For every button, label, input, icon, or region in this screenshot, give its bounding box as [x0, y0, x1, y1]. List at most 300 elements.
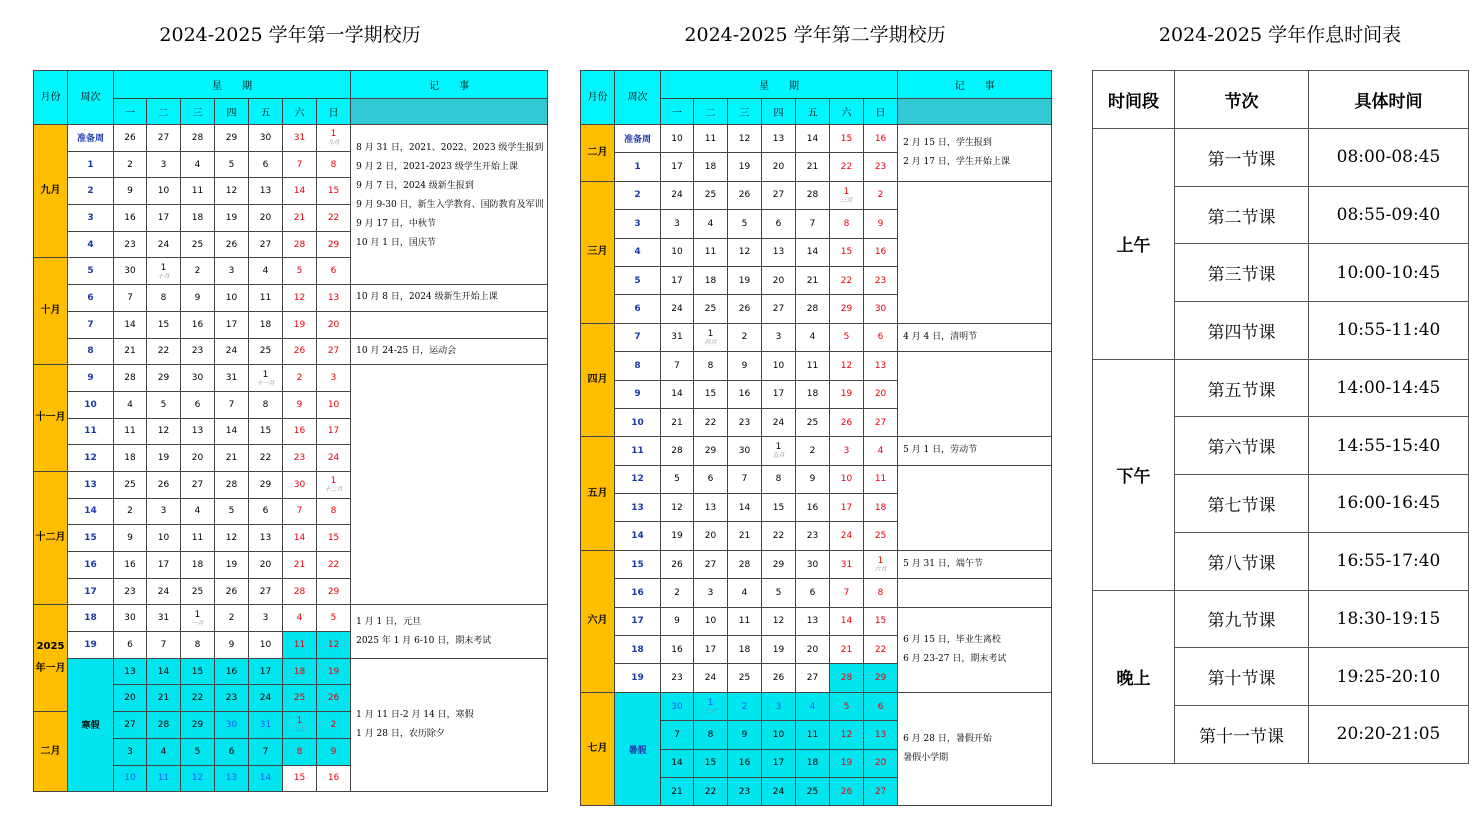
day-cell: 7 [661, 721, 694, 749]
day-cell: 3 [249, 605, 283, 632]
day-cell: 12 [830, 721, 864, 749]
class-time: 10:55-11:40 [1309, 302, 1469, 360]
week-number: 14 [615, 522, 661, 550]
calendar-row [581, 579, 1052, 607]
week-number: 2 [615, 181, 661, 209]
notes-cell: 4 月 4 日，清明节 [898, 323, 1052, 351]
day-cell: 20 [181, 445, 215, 472]
day-cell: 20 [114, 685, 147, 712]
calendar-row [581, 692, 1052, 720]
day-cell [249, 365, 283, 392]
day-cell: 12 [728, 125, 762, 153]
month-marker: 九月 [327, 139, 340, 147]
week-number: 14 [68, 498, 114, 525]
day-cell: 26 [830, 777, 864, 805]
day-cell: 30 [249, 125, 283, 152]
day-cell: 28 [728, 550, 762, 578]
day-cell: 29 [830, 295, 864, 323]
day-cell: 24 [762, 408, 796, 436]
month-marker: 三月 [840, 196, 853, 204]
day-cell: 27 [114, 712, 147, 739]
week-number: 19 [68, 632, 114, 659]
day-cell: 16 [796, 494, 830, 522]
day-cell: 17 [830, 494, 864, 522]
notes-subheader [898, 99, 1052, 125]
day-cell: 6 [864, 692, 898, 720]
day-cell: 2 [728, 323, 762, 351]
day-cell: 14 [796, 125, 830, 153]
day-cell: 5 [283, 258, 317, 285]
day-cell: 18 [728, 636, 762, 664]
calendar-row [34, 658, 548, 685]
notes-cell [351, 365, 548, 605]
day-cell: 4 [283, 605, 317, 632]
day-cell: 13 [181, 418, 215, 445]
day-cell: 3 [661, 210, 694, 238]
day-cell: 15 [694, 380, 728, 408]
day-cell: 26 [830, 408, 864, 436]
month-cell: 四月 [581, 323, 615, 437]
day-cell [694, 323, 728, 351]
day-cell: 25 [249, 338, 283, 365]
class-time: 16:00-16:45 [1309, 475, 1469, 533]
notes-cell: 8 月 31 日，2021、2022、2023 级学生报到 9 月 2 日，2021-2023 级学生开始上课 9 月 7 日，2024 级新生报到 9 月 9-30 日，新生入学教育、国防教育及军训 9 月 17 日，中秋节 10 月 1 日，国庆节 [351, 125, 548, 285]
day-cell: 23 [661, 664, 694, 692]
day-cell: 14 [114, 311, 147, 338]
day-cell: 10 [147, 525, 181, 552]
week-number: 15 [68, 525, 114, 552]
day-cell: 14 [661, 749, 694, 777]
day-cell: 24 [762, 777, 796, 805]
day-cell: 24 [249, 685, 283, 712]
day-cell: 29 [147, 365, 181, 392]
day-cell: 29 [864, 664, 898, 692]
day-cell: 27 [317, 338, 351, 365]
schedule-header-0: 时间段 [1093, 71, 1175, 129]
day-cell: 15 [864, 607, 898, 635]
day-cell: 26 [215, 578, 249, 605]
day-cell: 16 [114, 205, 147, 232]
day-cell: 14 [796, 238, 830, 266]
day-cell: 8 [147, 285, 181, 312]
period-name: 晚上 [1093, 590, 1175, 763]
day-cell: 18 [114, 445, 147, 472]
calendar-row [34, 125, 548, 152]
day-cell: 28 [147, 712, 181, 739]
day-cell: 26 [147, 471, 181, 498]
day-cell: 14 [147, 658, 181, 685]
day-cell: 18 [694, 153, 728, 181]
day-cell: 3 [215, 258, 249, 285]
day-cell: 31 [283, 125, 317, 152]
day-number: 1 [877, 556, 884, 567]
day-cell [762, 437, 796, 465]
day-cell: 11 [249, 285, 283, 312]
calendar-row [34, 365, 548, 392]
week-number: 3 [615, 210, 661, 238]
day-cell: 29 [215, 125, 249, 152]
day-cell: 2 [796, 437, 830, 465]
class-time: 18:30-19:15 [1309, 590, 1469, 648]
day-cell: 19 [215, 205, 249, 232]
week-number: 8 [68, 338, 114, 365]
day-cell: 9 [114, 178, 147, 205]
day-cell: 2 [728, 692, 762, 720]
day-cell: 15 [694, 749, 728, 777]
day-cell: 4 [796, 323, 830, 351]
day-cell: 7 [283, 151, 317, 178]
day-cell: 22 [864, 636, 898, 664]
day-cell: 8 [762, 465, 796, 493]
day-cell: 18 [796, 749, 830, 777]
day-cell: 28 [114, 365, 147, 392]
day-cell: 8 [864, 579, 898, 607]
day-cell: 23 [114, 578, 147, 605]
day-cell: 25 [694, 295, 728, 323]
day-cell: 3 [694, 579, 728, 607]
day-cell: 3 [317, 365, 351, 392]
day-cell: 12 [147, 418, 181, 445]
month-cell: 九月 [34, 125, 68, 258]
day-cell: 7 [728, 465, 762, 493]
notes-header: 记 事 [898, 71, 1052, 99]
month-cell: 五月 [581, 437, 615, 551]
day-cell: 10 [694, 607, 728, 635]
day-cell: 5 [830, 323, 864, 351]
day-cell: 12 [215, 525, 249, 552]
day-number: 1 [707, 328, 714, 339]
day-cell: 8 [317, 151, 351, 178]
week-number: 6 [68, 285, 114, 312]
month-marker: 十一月 [256, 379, 275, 387]
week-number: 8 [615, 352, 661, 380]
day-cell: 21 [215, 445, 249, 472]
day-cell: 15 [762, 494, 796, 522]
day-cell: 12 [762, 607, 796, 635]
day-cell: 19 [317, 658, 351, 685]
day-cell: 21 [796, 266, 830, 294]
class-name: 第十节课 [1175, 648, 1309, 706]
day-cell: 26 [762, 664, 796, 692]
day-cell: 21 [661, 408, 694, 436]
day-cell: 8 [249, 391, 283, 418]
day-cell: 9 [661, 607, 694, 635]
weekday-header: 星 期 [661, 71, 898, 99]
day-cell: 22 [249, 445, 283, 472]
day-cell: 6 [762, 210, 796, 238]
day-cell: 2 [661, 579, 694, 607]
calendar-row [581, 323, 1052, 351]
day-cell: 6 [249, 151, 283, 178]
week-number: 5 [615, 266, 661, 294]
calendar-row [34, 311, 548, 338]
week-number: 16 [68, 552, 114, 579]
day-cell: 11 [181, 525, 215, 552]
day-cell: 7 [830, 579, 864, 607]
day-cell: 29 [249, 471, 283, 498]
weekday-6: 日 [317, 99, 351, 125]
day-cell: 21 [796, 153, 830, 181]
notes-cell [898, 181, 1052, 323]
day-cell: 29 [181, 712, 215, 739]
day-cell: 13 [114, 658, 147, 685]
week-number: 16 [615, 579, 661, 607]
day-cell: 13 [796, 607, 830, 635]
day-cell: 25 [796, 408, 830, 436]
day-cell: 12 [181, 765, 215, 792]
day-cell: 17 [762, 749, 796, 777]
day-cell: 5 [147, 391, 181, 418]
day-cell: 30 [114, 258, 147, 285]
day-cell: 11 [147, 765, 181, 792]
class-name: 第十一节课 [1175, 705, 1309, 763]
day-cell: 25 [864, 522, 898, 550]
day-cell: 6 [864, 323, 898, 351]
day-cell: 5 [762, 579, 796, 607]
weekday-4: 五 [796, 99, 830, 125]
calendar-row [581, 607, 1052, 635]
week-number: 10 [68, 391, 114, 418]
day-cell: 30 [796, 550, 830, 578]
day-cell: 4 [114, 391, 147, 418]
day-cell: 27 [762, 181, 796, 209]
day-cell: 23 [728, 777, 762, 805]
day-cell: 13 [249, 178, 283, 205]
day-cell: 11 [694, 125, 728, 153]
day-cell: 16 [864, 238, 898, 266]
day-cell: 26 [114, 125, 147, 152]
day-cell: 18 [181, 205, 215, 232]
day-cell: 7 [283, 498, 317, 525]
notes-cell: 6 月 28 日，暑假开始 暑假小学期 [898, 692, 1052, 806]
month-marker: 十二月 [324, 486, 343, 494]
weekday-3: 四 [762, 99, 796, 125]
day-cell: 30 [864, 295, 898, 323]
day-cell: 3 [762, 692, 796, 720]
calendar-row [581, 352, 1052, 380]
day-cell: 31 [661, 323, 694, 351]
day-cell: 24 [661, 181, 694, 209]
day-cell: 4 [694, 210, 728, 238]
day-cell: 4 [181, 151, 215, 178]
day-cell: 16 [181, 311, 215, 338]
day-cell: 18 [249, 311, 283, 338]
day-cell: 10 [830, 465, 864, 493]
day-cell: 6 [181, 391, 215, 418]
day-cell: 20 [864, 380, 898, 408]
day-cell: 30 [215, 712, 249, 739]
week-number: 9 [615, 380, 661, 408]
day-cell: 24 [147, 231, 181, 258]
day-cell [864, 550, 898, 578]
schedule-title: 2024-2025 学年作息时间表 [1158, 24, 1402, 46]
day-cell: 18 [796, 380, 830, 408]
week-number: 2 [68, 178, 114, 205]
day-cell: 27 [181, 471, 215, 498]
day-number: 1 [775, 442, 782, 453]
day-cell: 10 [762, 721, 796, 749]
day-cell: 6 [249, 498, 283, 525]
weekday-2: 三 [728, 99, 762, 125]
notes-cell [898, 465, 1052, 550]
day-cell: 28 [283, 231, 317, 258]
day-cell: 9 [181, 285, 215, 312]
day-cell: 25 [181, 578, 215, 605]
day-cell: 27 [796, 664, 830, 692]
weekday-5: 六 [283, 99, 317, 125]
day-cell: 9 [864, 210, 898, 238]
day-cell: 19 [762, 636, 796, 664]
day-cell: 13 [762, 238, 796, 266]
week-number: 12 [68, 445, 114, 472]
schedule-header-2: 具体时间 [1309, 71, 1469, 129]
day-cell: 9 [215, 632, 249, 659]
notes-cell: 1 月 1 日，元旦 2025 年 1 月 6-10 日，期末考试 [351, 605, 548, 658]
day-cell: 20 [249, 205, 283, 232]
day-cell: 13 [215, 765, 249, 792]
day-cell: 11 [796, 352, 830, 380]
week-header: 周次 [68, 71, 114, 125]
day-cell: 16 [215, 658, 249, 685]
day-cell: 26 [661, 550, 694, 578]
day-cell: 30 [181, 365, 215, 392]
day-cell: 17 [147, 205, 181, 232]
day-cell: 20 [249, 552, 283, 579]
week-number: 13 [68, 471, 114, 498]
notes-cell: 6 月 15 日，毕业生离校 6 月 23-27 日，期末考试 [898, 607, 1052, 692]
day-cell [181, 605, 215, 632]
day-cell [694, 692, 728, 720]
week-number: 12 [615, 465, 661, 493]
day-cell: 22 [147, 338, 181, 365]
day-cell: 15 [317, 525, 351, 552]
day-cell: 19 [215, 552, 249, 579]
class-name: 第三节课 [1175, 244, 1309, 302]
day-cell: 10 [317, 391, 351, 418]
month-cell: 十月 [34, 258, 68, 365]
week-number: 15 [615, 550, 661, 578]
week-number: 准备周 [68, 125, 114, 152]
day-cell: 10 [147, 178, 181, 205]
day-cell: 10 [661, 125, 694, 153]
day-cell: 9 [728, 352, 762, 380]
day-cell: 19 [661, 522, 694, 550]
day-cell: 21 [283, 552, 317, 579]
class-name: 第九节课 [1175, 590, 1309, 648]
week-number: 18 [68, 605, 114, 632]
day-cell: 7 [215, 391, 249, 418]
day-cell: 21 [147, 685, 181, 712]
day-cell: 16 [114, 552, 147, 579]
day-cell: 22 [694, 777, 728, 805]
day-cell: 7 [249, 738, 283, 765]
class-time: 16:55-17:40 [1309, 532, 1469, 590]
day-cell: 18 [864, 494, 898, 522]
day-cell: 14 [661, 380, 694, 408]
day-cell: 15 [317, 178, 351, 205]
day-cell: 13 [864, 352, 898, 380]
month-cell: 七月 [581, 692, 615, 806]
day-cell: 31 [215, 365, 249, 392]
day-cell: 11 [694, 238, 728, 266]
day-cell [317, 471, 351, 498]
calendar-row [581, 181, 1052, 209]
weekday-3: 四 [215, 99, 249, 125]
day-cell: 10 [762, 352, 796, 380]
day-cell: 17 [762, 380, 796, 408]
day-cell [283, 712, 317, 739]
day-cell: 22 [181, 685, 215, 712]
class-name: 第八节课 [1175, 532, 1309, 590]
day-cell: 17 [661, 153, 694, 181]
day-cell: 29 [317, 231, 351, 258]
month-header: 月份 [34, 71, 68, 125]
class-name: 第六节课 [1175, 417, 1309, 475]
day-cell: 18 [283, 658, 317, 685]
day-cell: 29 [317, 578, 351, 605]
day-cell: 14 [830, 607, 864, 635]
calendar-row [581, 437, 1052, 465]
day-cell: 11 [114, 418, 147, 445]
day-cell: 28 [830, 664, 864, 692]
month-marker: 十月 [157, 272, 170, 280]
day-cell: 23 [796, 522, 830, 550]
day-number: 1 [262, 369, 269, 380]
weekday-1: 二 [694, 99, 728, 125]
day-cell: 22 [762, 522, 796, 550]
class-time: 19:25-20:10 [1309, 648, 1469, 706]
day-cell: 31 [147, 605, 181, 632]
day-cell: 21 [283, 205, 317, 232]
day-cell: 27 [864, 777, 898, 805]
day-cell: 14 [728, 494, 762, 522]
day-number: 1 [843, 186, 850, 197]
month-marker: 六月 [874, 566, 887, 574]
day-cell: 15 [181, 658, 215, 685]
week-number: 17 [615, 607, 661, 635]
day-cell: 6 [114, 632, 147, 659]
day-cell: 27 [249, 578, 283, 605]
day-cell: 27 [694, 550, 728, 578]
day-cell: 11 [864, 465, 898, 493]
day-cell: 18 [181, 552, 215, 579]
month-cell: 六月 [581, 550, 615, 692]
day-cell: 4 [147, 738, 181, 765]
class-name: 第七节课 [1175, 475, 1309, 533]
calendar-row [34, 338, 548, 365]
day-number: 1 [296, 716, 303, 727]
week-number: 11 [615, 437, 661, 465]
schedule-header-1: 节次 [1175, 71, 1309, 129]
sem2-calendar [580, 70, 1052, 806]
week-number: 10 [615, 408, 661, 436]
notes-cell [898, 579, 1052, 607]
notes-cell: 5 月 1 日，劳动节 [898, 437, 1052, 465]
notes-cell: 1 月 11 日-2 月 14 日，寒假 1 月 28 日，农历除夕 [351, 658, 548, 791]
week-number: 4 [615, 238, 661, 266]
day-cell: 20 [864, 749, 898, 777]
day-cell: 17 [147, 552, 181, 579]
month-cell: 十一月 [34, 365, 68, 472]
day-cell: 30 [661, 692, 694, 720]
day-cell: 11 [796, 721, 830, 749]
day-cell: 27 [864, 408, 898, 436]
day-cell: 14 [283, 178, 317, 205]
day-cell: 17 [694, 636, 728, 664]
day-cell: 24 [830, 522, 864, 550]
day-cell: 28 [181, 125, 215, 152]
day-cell: 13 [864, 721, 898, 749]
